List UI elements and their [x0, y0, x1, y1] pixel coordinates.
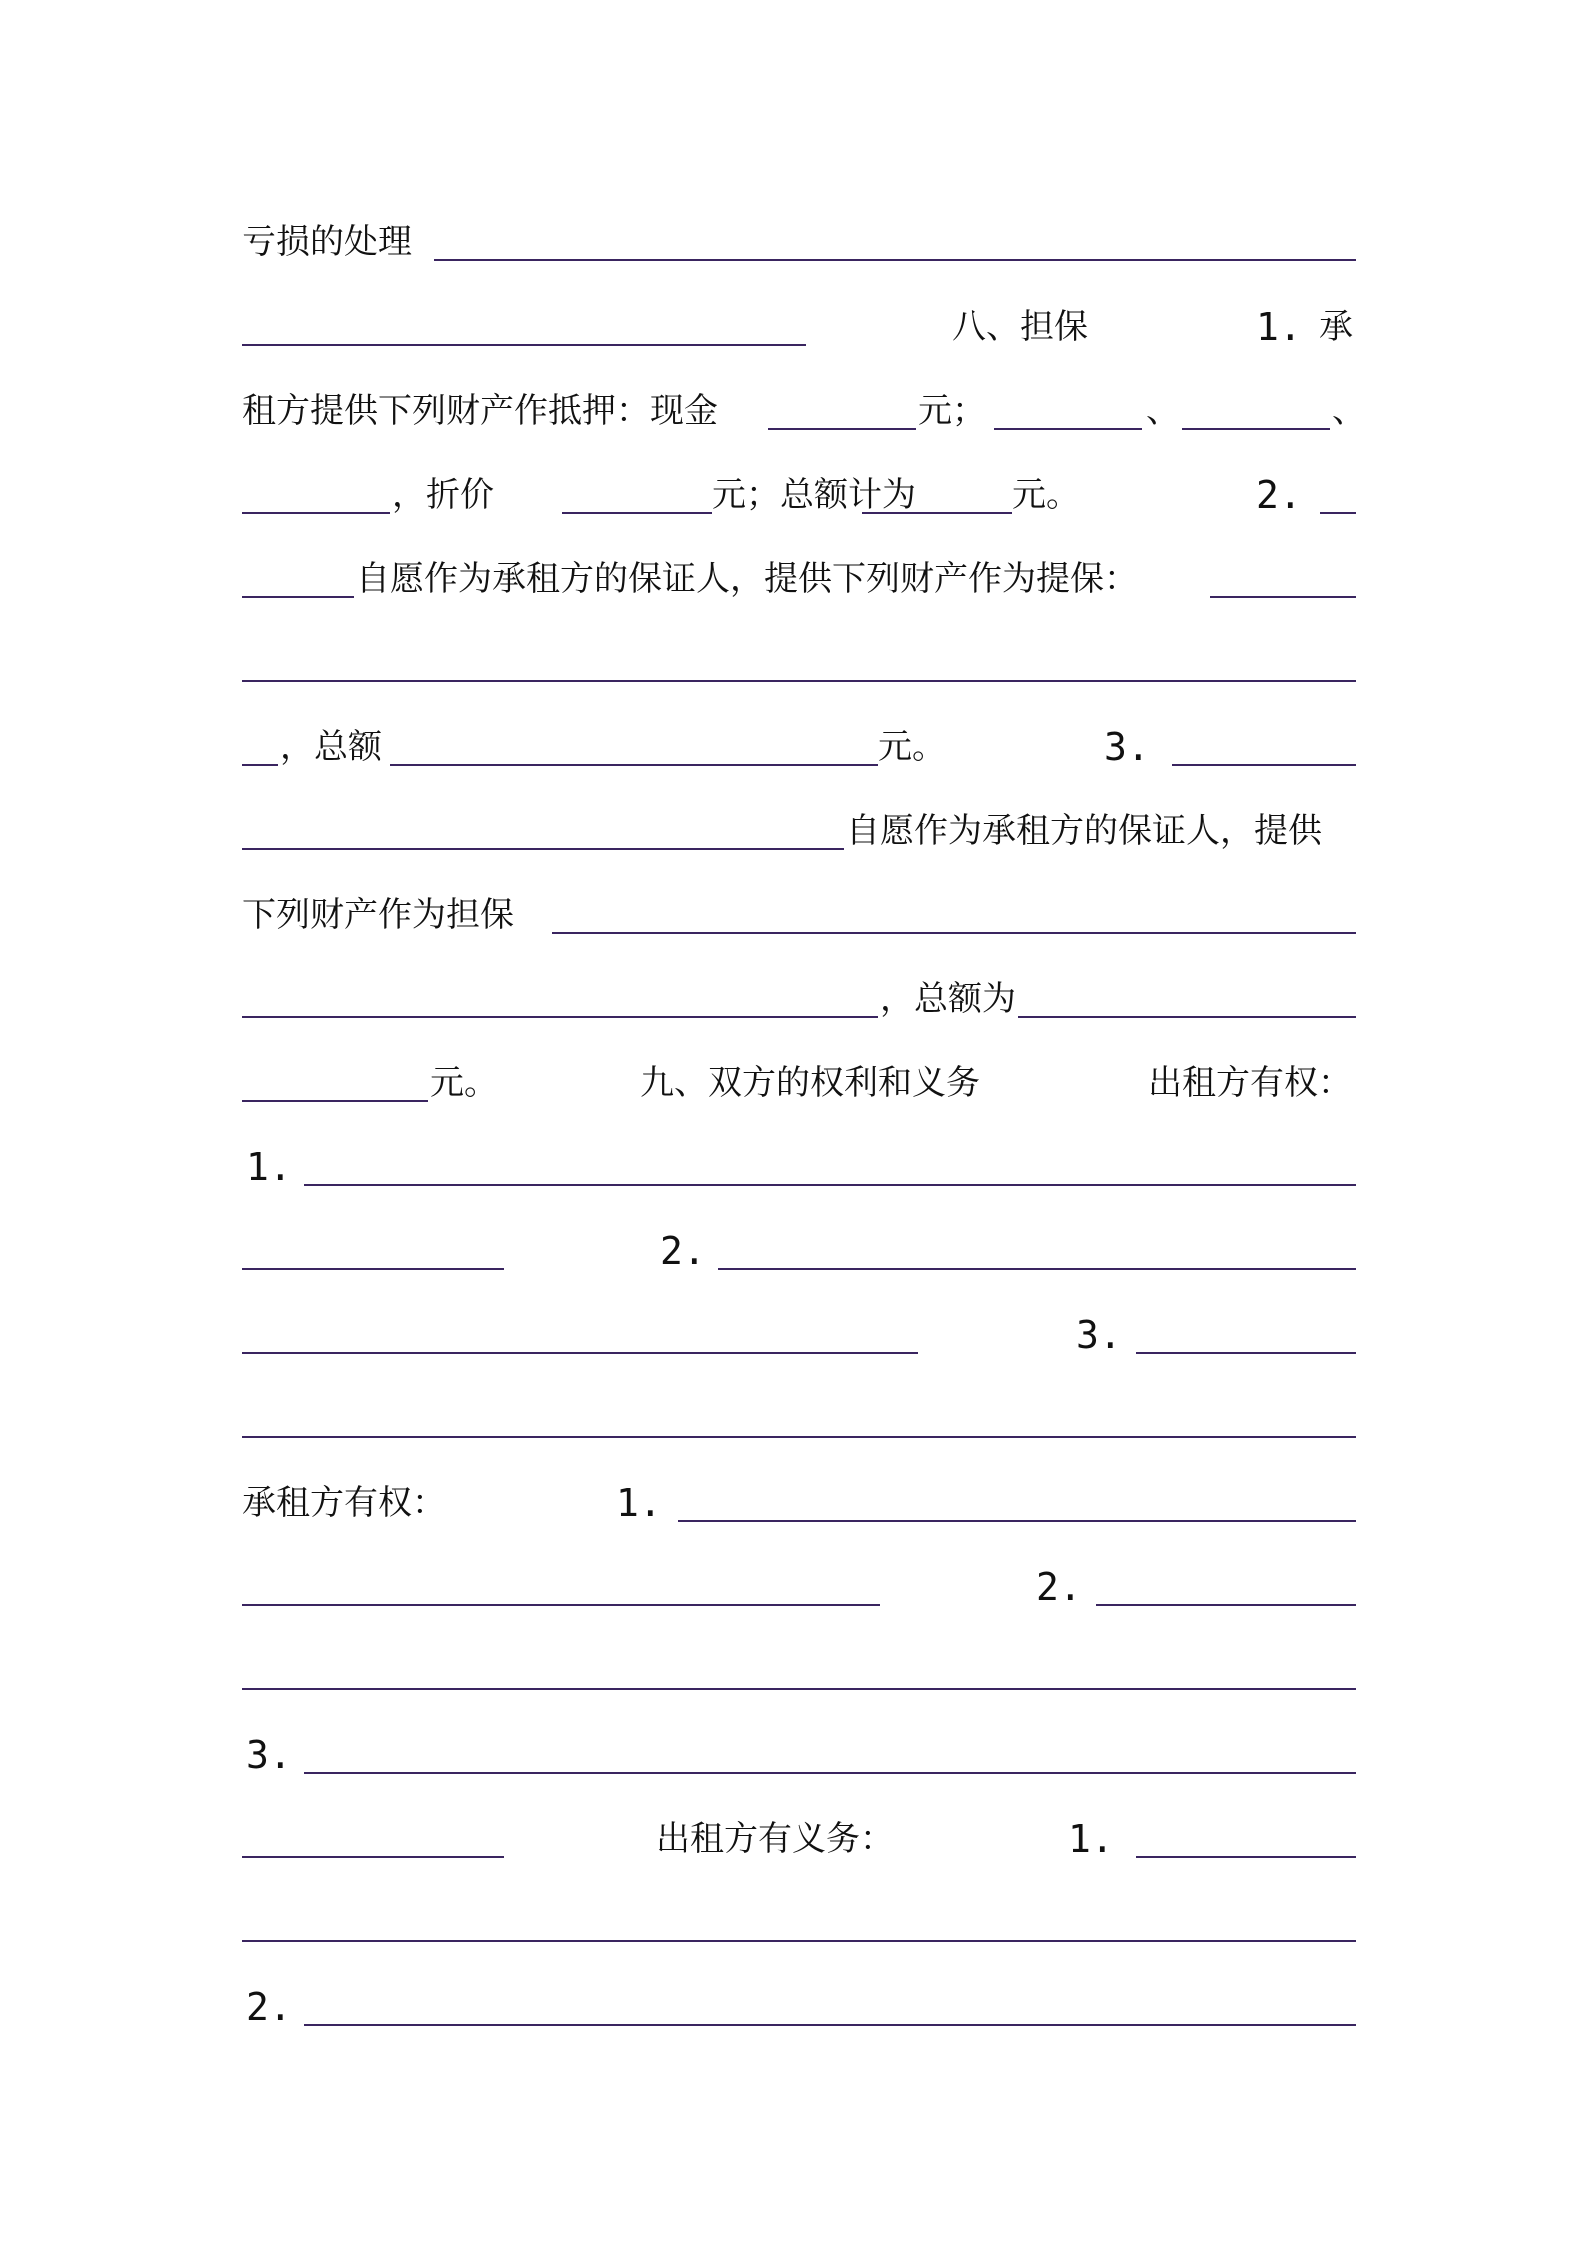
guarantee-property-line [240, 861, 1356, 945]
yuan-unit: 元； [918, 391, 986, 431]
blank-field[interactable] [242, 1268, 504, 1270]
guarantee-property-blank[interactable] [552, 932, 1356, 934]
yuan-unit: 元。 [430, 1063, 498, 1103]
blank-line [240, 609, 1356, 693]
guarantor-blank[interactable] [1320, 512, 1356, 514]
blank-field[interactable] [242, 1940, 1356, 1942]
blank-field[interactable] [242, 764, 278, 766]
blank-field[interactable] [242, 1604, 880, 1606]
guarantor-blank[interactable] [242, 596, 354, 598]
lessee-right-3-line [240, 1701, 1356, 1785]
section-8-heading: 八、担保 [952, 307, 1088, 347]
lessor-obligation-2-blank[interactable] [304, 2024, 1356, 2026]
guarantor-blank[interactable] [1172, 764, 1356, 766]
blank-field[interactable] [242, 680, 1356, 682]
lessee-rights-line [240, 1449, 1356, 1533]
blank-line [240, 1365, 1356, 1449]
lessor-right-3-line [240, 1281, 1356, 1365]
item-number: 2. [246, 1985, 292, 2029]
guarantor-line [240, 525, 1356, 609]
lessee-rights-label: 承租方有权： [242, 1483, 446, 1523]
property-blank[interactable] [1182, 428, 1330, 430]
blank-field[interactable] [242, 1688, 1356, 1690]
yuan-unit: 元。 [878, 727, 946, 767]
item-number: 2. [1036, 1565, 1082, 1609]
lessor-right-3-blank[interactable] [1136, 1352, 1356, 1354]
text-fragment: 承 [1319, 307, 1353, 347]
lessor-rights-label: 出租方有权： [1148, 1063, 1352, 1103]
separator: 、 [1332, 391, 1366, 431]
blank-field[interactable] [242, 1352, 918, 1354]
guarantee-heading-line [240, 273, 1356, 357]
blank-line [240, 1617, 1356, 1701]
blank-field[interactable] [242, 1436, 1356, 1438]
total-amount-blank[interactable] [1018, 1016, 1356, 1018]
guarantor-text: 自愿作为承租方的保证人，提供下列财产作为提保： [356, 559, 1138, 599]
blank-field[interactable] [242, 1016, 878, 1018]
total-blank[interactable] [862, 512, 1012, 514]
lessor-right-2-blank[interactable] [718, 1268, 1356, 1270]
amount-blank[interactable] [242, 1100, 428, 1102]
lessee-right-3-blank[interactable] [304, 1772, 1356, 1774]
blank-line [240, 1869, 1356, 1953]
blank-field[interactable] [242, 344, 806, 346]
valuation-label: ，折价 [392, 475, 494, 515]
lessor-right-2-line [240, 1197, 1356, 1281]
total-label: ，总额为 [880, 979, 1016, 1019]
item-number: 2. [660, 1229, 706, 1273]
mortgage-text: 租方提供下列财产作抵押：现金 [242, 391, 718, 431]
total-label: 元；总额计为 [712, 475, 916, 515]
item-number: 3. [1076, 1313, 1122, 1357]
item-number: 3. [246, 1733, 292, 1777]
cash-amount-blank[interactable] [768, 428, 916, 430]
guarantee-total-line [240, 693, 1356, 777]
property-blank[interactable] [994, 428, 1142, 430]
guarantee-property-text: 下列财产作为担保 [242, 895, 514, 935]
yuan-unit: 元。 [1012, 475, 1080, 515]
guarantor-text: 自愿作为承租方的保证人，提供 [846, 811, 1322, 851]
blank-field[interactable] [434, 259, 1356, 261]
lessee-right-2-blank[interactable] [1096, 1604, 1356, 1606]
second-guarantor-line [240, 777, 1356, 861]
blank-field[interactable] [242, 1856, 504, 1858]
guarantee-total-line-2 [240, 945, 1356, 1029]
valuation-line [240, 441, 1356, 525]
property-blank[interactable] [242, 512, 390, 514]
lessee-right-1-blank[interactable] [678, 1520, 1356, 1522]
lessee-right-2-line [240, 1533, 1356, 1617]
rights-heading-line [240, 1029, 1356, 1113]
item-number: 1. [246, 1145, 292, 1189]
separator: 、 [1146, 391, 1180, 431]
lessor-right-1-line [240, 1113, 1356, 1197]
lessor-obligations-line [240, 1785, 1356, 1869]
item-number: 3. [1104, 725, 1150, 769]
lessor-obligation-1-blank[interactable] [1136, 1856, 1356, 1858]
lessor-obligation-2-line [240, 1953, 1356, 2037]
total-amount-blank[interactable] [390, 764, 878, 766]
loss-handling-label: 亏损的处理 [242, 222, 412, 262]
mortgage-line [240, 357, 1366, 441]
guarantee-property-blank[interactable] [1210, 596, 1356, 598]
total-label: ，总额 [280, 727, 382, 767]
lessor-obligations-label: 出租方有义务： [656, 1819, 894, 1859]
item-number: 2. [1256, 473, 1302, 517]
guarantor-blank[interactable] [242, 848, 844, 850]
lessor-right-1-blank[interactable] [304, 1184, 1356, 1186]
item-number: 1. [1256, 305, 1302, 349]
valuation-blank[interactable] [562, 512, 712, 514]
item-number: 1. [616, 1481, 662, 1525]
section-9-heading: 九、双方的权利和义务 [640, 1063, 980, 1103]
item-number: 1. [1068, 1817, 1114, 1861]
loss-handling-line [240, 188, 1356, 272]
